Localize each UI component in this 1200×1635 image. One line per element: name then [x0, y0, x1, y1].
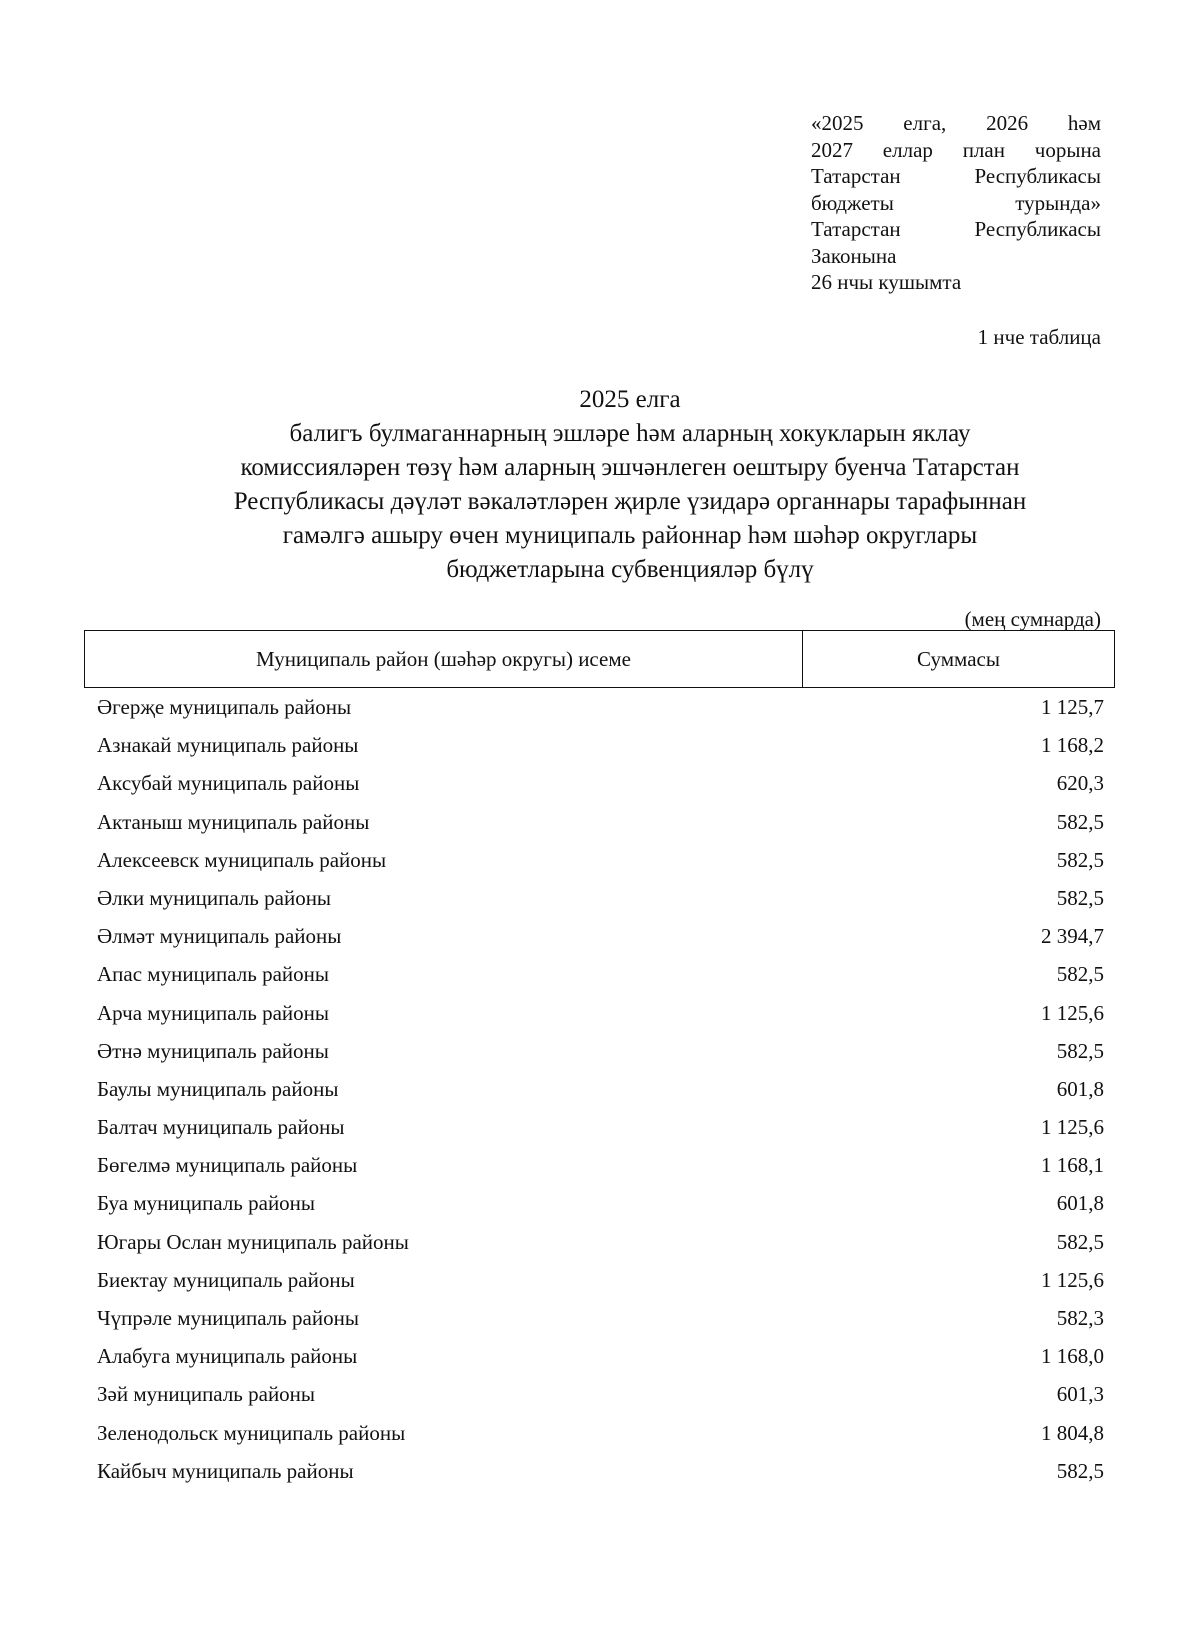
row-name: Актаныш муниципаль районы: [97, 809, 370, 834]
row-name: Зеленодольск муниципаль районы: [97, 1420, 406, 1445]
row-amount: 1 125,6: [1041, 1000, 1104, 1025]
row-amount: 1 168,1: [1041, 1153, 1104, 1178]
table-row: [97, 1184, 1104, 1222]
row-amount: 620,3: [1056, 771, 1104, 796]
row-name: Алексеевск муниципаль районы: [97, 847, 387, 872]
row-amount: 582,3: [1056, 1306, 1104, 1330]
table-row: [97, 1452, 1104, 1490]
table-row: [97, 955, 1104, 993]
annex-note: [811, 110, 1101, 296]
row-amount: 582,5: [1056, 809, 1104, 834]
table-row: [97, 1375, 1104, 1413]
table-row: [97, 841, 1104, 879]
units-label: (мең сумнарда): [964, 607, 1101, 631]
row-amount: 582,5: [1056, 885, 1104, 910]
row-name: Арча муниципаль районы: [97, 1000, 329, 1025]
row-name: Алабуга муниципаль районы: [97, 1344, 358, 1369]
header-name-cell: [85, 631, 803, 687]
title-line: бюджетларына субвенцияләр бүлү: [446, 556, 814, 583]
title-line: комиссияләрен төзү һәм аларның эшчәнлеген оештыру буенча Татарстан: [240, 454, 1020, 481]
title-line: 2025 елга: [579, 386, 681, 413]
header-name-label: Муниципаль район (шәһәр округы) исеме: [256, 646, 631, 671]
table-body: [97, 688, 1104, 1490]
row-amount: 1 125,7: [1041, 695, 1104, 719]
table-header: [84, 630, 1115, 688]
row-name: Әлки муниципаль районы: [97, 885, 332, 910]
table-row: [97, 879, 1104, 917]
row-name: Биектау муниципаль районы: [97, 1267, 355, 1292]
row-name: Әтнә муниципаль районы: [97, 1038, 329, 1063]
row-amount: 2 394,7: [1041, 924, 1104, 949]
row-name: Балтач муниципаль районы: [97, 1115, 345, 1140]
row-name: Кайбыч муниципаль районы: [97, 1458, 354, 1483]
row-amount: 1 125,6: [1041, 1267, 1104, 1292]
row-amount: 1 804,8: [1041, 1420, 1104, 1445]
annex-line: 2027 еллар план чорына: [811, 137, 1101, 162]
row-amount: 601,8: [1056, 1191, 1104, 1216]
row-name: Буа муниципаль районы: [97, 1191, 316, 1216]
table-row: [97, 1108, 1104, 1146]
annex-line: Татарстан Республикасы: [811, 164, 1101, 188]
annex-line: «2025 елга, 2026 һәм: [811, 111, 1101, 135]
table-row: [97, 688, 1104, 726]
row-amount: 601,3: [1056, 1382, 1104, 1407]
table-row: [97, 764, 1104, 802]
table-row: [97, 803, 1104, 841]
row-name: Азнакай муниципаль районы: [97, 733, 359, 758]
table-row: [97, 1146, 1104, 1184]
table-row: [97, 1223, 1104, 1261]
table-row: [97, 1299, 1104, 1337]
table-row: [97, 917, 1104, 955]
row-amount: 582,5: [1056, 1229, 1104, 1254]
row-name: Чүпрәле муниципаль районы: [97, 1306, 359, 1330]
annex-line: бюджеты турында»: [811, 190, 1101, 215]
table-row: [97, 726, 1104, 764]
row-name: Баулы муниципаль районы: [97, 1076, 339, 1101]
table-row: [97, 1070, 1104, 1108]
row-name: Югары Ослан муниципаль районы: [97, 1229, 409, 1254]
row-amount: 582,5: [1056, 1458, 1104, 1483]
title-line: Республикасы дәүләт вәкаләтләрен җирле үзидарә органнары тарафыннан: [233, 488, 1027, 515]
row-name: Аксубай муниципаль районы: [97, 771, 360, 796]
table-row: [97, 1261, 1104, 1299]
title-line: балигъ булмаганнарның эшләре һәм аларның хокукларын яклау: [289, 420, 971, 447]
table-row: [97, 1032, 1104, 1070]
document-title: [140, 383, 1120, 587]
row-name: Әлмәт муниципаль районы: [97, 924, 342, 949]
row-name: Зәй муниципаль районы: [97, 1382, 316, 1407]
table-row: [97, 1414, 1104, 1452]
title-line: гамәлгә ашыру өчен муниципаль районнар һәм шәһәр округлары: [282, 522, 978, 549]
row-amount: 1 168,2: [1041, 733, 1104, 758]
header-amount-label: Суммасы: [917, 646, 1000, 671]
row-amount: 582,5: [1056, 847, 1104, 872]
table-number: 1 нче таблица: [977, 325, 1101, 349]
row-amount: 1 125,6: [1041, 1115, 1104, 1140]
annex-line: Законына: [811, 243, 897, 268]
row-amount: 601,8: [1056, 1076, 1104, 1101]
annex-line: 26 нчы кушымта: [811, 270, 962, 294]
table-row: [97, 1337, 1104, 1375]
row-name: Әгерҗе муниципаль районы: [97, 695, 352, 719]
row-amount: 582,5: [1056, 1038, 1104, 1063]
row-amount: 1 168,0: [1041, 1344, 1104, 1369]
row-name: Бөгелмә муниципаль районы: [97, 1153, 358, 1178]
annex-line: Татарстан Республикасы: [811, 217, 1101, 241]
row-amount: 582,5: [1056, 962, 1104, 987]
header-amount-cell: [803, 631, 1114, 687]
row-name: Апас муниципаль районы: [97, 962, 329, 987]
table-row: [97, 994, 1104, 1032]
